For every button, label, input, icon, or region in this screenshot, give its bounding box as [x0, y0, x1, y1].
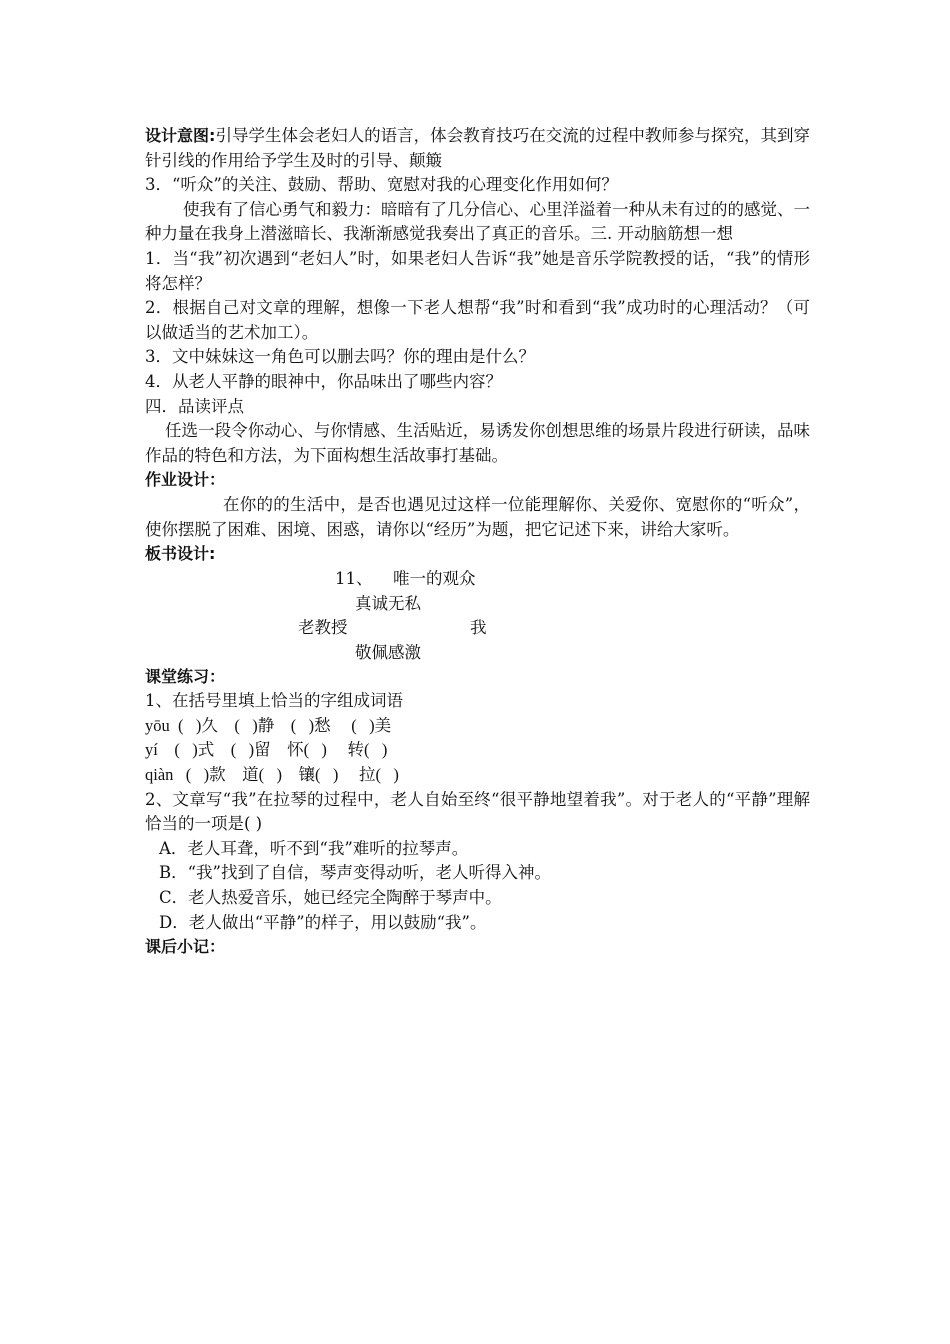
- after-class-notes-label: 课后小记：: [145, 937, 226, 957]
- option-c: C．老人热爱音乐，她已经完全陶醉于琴声中。: [159, 888, 502, 908]
- section-4-title: 四．品读评点: [145, 396, 244, 416]
- board-bottom: 敬佩感激: [355, 642, 421, 662]
- design-intent: [145, 124, 810, 173]
- practice-row-you: yōu ( )久 ( )静 ( )愁 ( )美: [145, 715, 392, 735]
- practice-row-yi: yí ( )式 ( )留 怀( ) 转( ): [145, 740, 388, 760]
- question-3-answer: 使我有了信心勇气和毅力：暗暗有了几分信心、心里洋溢着一种从未有过的的感觉、一种力量在我身上潜滋暗长、我渐渐感觉我奏出了真正的音乐。三. 开动脑筋想一想: [145, 199, 810, 244]
- design-intent-text: 引导学生体会老妇人的语言，体会教育技巧在交流的过程中教师参与探究，其到穿针引线的作用给予学生及时的引导、颠簸: [145, 126, 811, 170]
- board-top: 真诚无私: [355, 593, 421, 613]
- think-item-2: 2．根据自己对文章的理解，想像一下老人想帮“我”时和看到“我”成功时的心理活动？（可以做适当的艺术加工）。: [145, 298, 810, 342]
- practice-q2: 2、文章写“我”在拉琴的过程中，老人自始至终“很平静地望着我”。对于老人的“平静”理解恰当的一项是( ): [145, 789, 810, 834]
- homework-text: 在你的的生活中，是否也遇见过这样一位能理解你、关爱你、宽慰你的“听众”，使你摆脱了困难、困境、困惑，请你以“经历”为题，把它记述下来，讲给大家听。: [145, 494, 810, 539]
- option-a: A．老人耳聋，听不到“我”难听的拉琴声。: [159, 838, 469, 858]
- section-4-text: 任选一段令你动心、与你情感、生活贴近，易诱发你创想思维的场景片段进行研读，品味作品的特色和方法，为下面构想生活故事打基础。: [145, 421, 810, 465]
- think-item-1: 1．当“我”初次遇到“老妇人”时，如果老妇人告诉“我”她是音乐学院教授的话，“我”的情形将怎样？: [145, 248, 810, 293]
- board-number: 11、: [335, 568, 373, 588]
- practice-q1: 1、在括号里填上恰当的字组成词语: [145, 691, 403, 711]
- board-right: 我: [470, 617, 487, 637]
- think-item-3: 3．文中妹妹这一角色可以删去吗？你的理由是什么？: [145, 347, 535, 367]
- practice-label: 课堂练习：: [145, 666, 226, 686]
- board-design: [145, 567, 810, 665]
- homework-label: 作业设计：: [145, 470, 226, 490]
- question-3: 3．“听众”的关注、鼓励、帮助、宽慰对我的心理变化作用如何？: [145, 175, 618, 195]
- board-design-label: 板书设计:: [145, 544, 216, 564]
- design-intent-label: 设计意图:: [145, 126, 216, 145]
- option-b: B．“我”找到了自信，琴声变得动听，老人听得入神。: [159, 863, 551, 883]
- think-item-4: 4．从老人平静的眼神中，你品味出了哪些内容？: [145, 371, 502, 391]
- document-page: [145, 124, 810, 960]
- option-d: D．老人做出“平静”的样子，用以鼓励“我”。: [159, 912, 487, 932]
- board-left: 老教授: [298, 617, 348, 637]
- practice-row-qian: qiàn ( )款 道( ) 镶( ) 拉( ): [145, 765, 399, 785]
- board-title: 唯一的观众: [393, 568, 476, 588]
